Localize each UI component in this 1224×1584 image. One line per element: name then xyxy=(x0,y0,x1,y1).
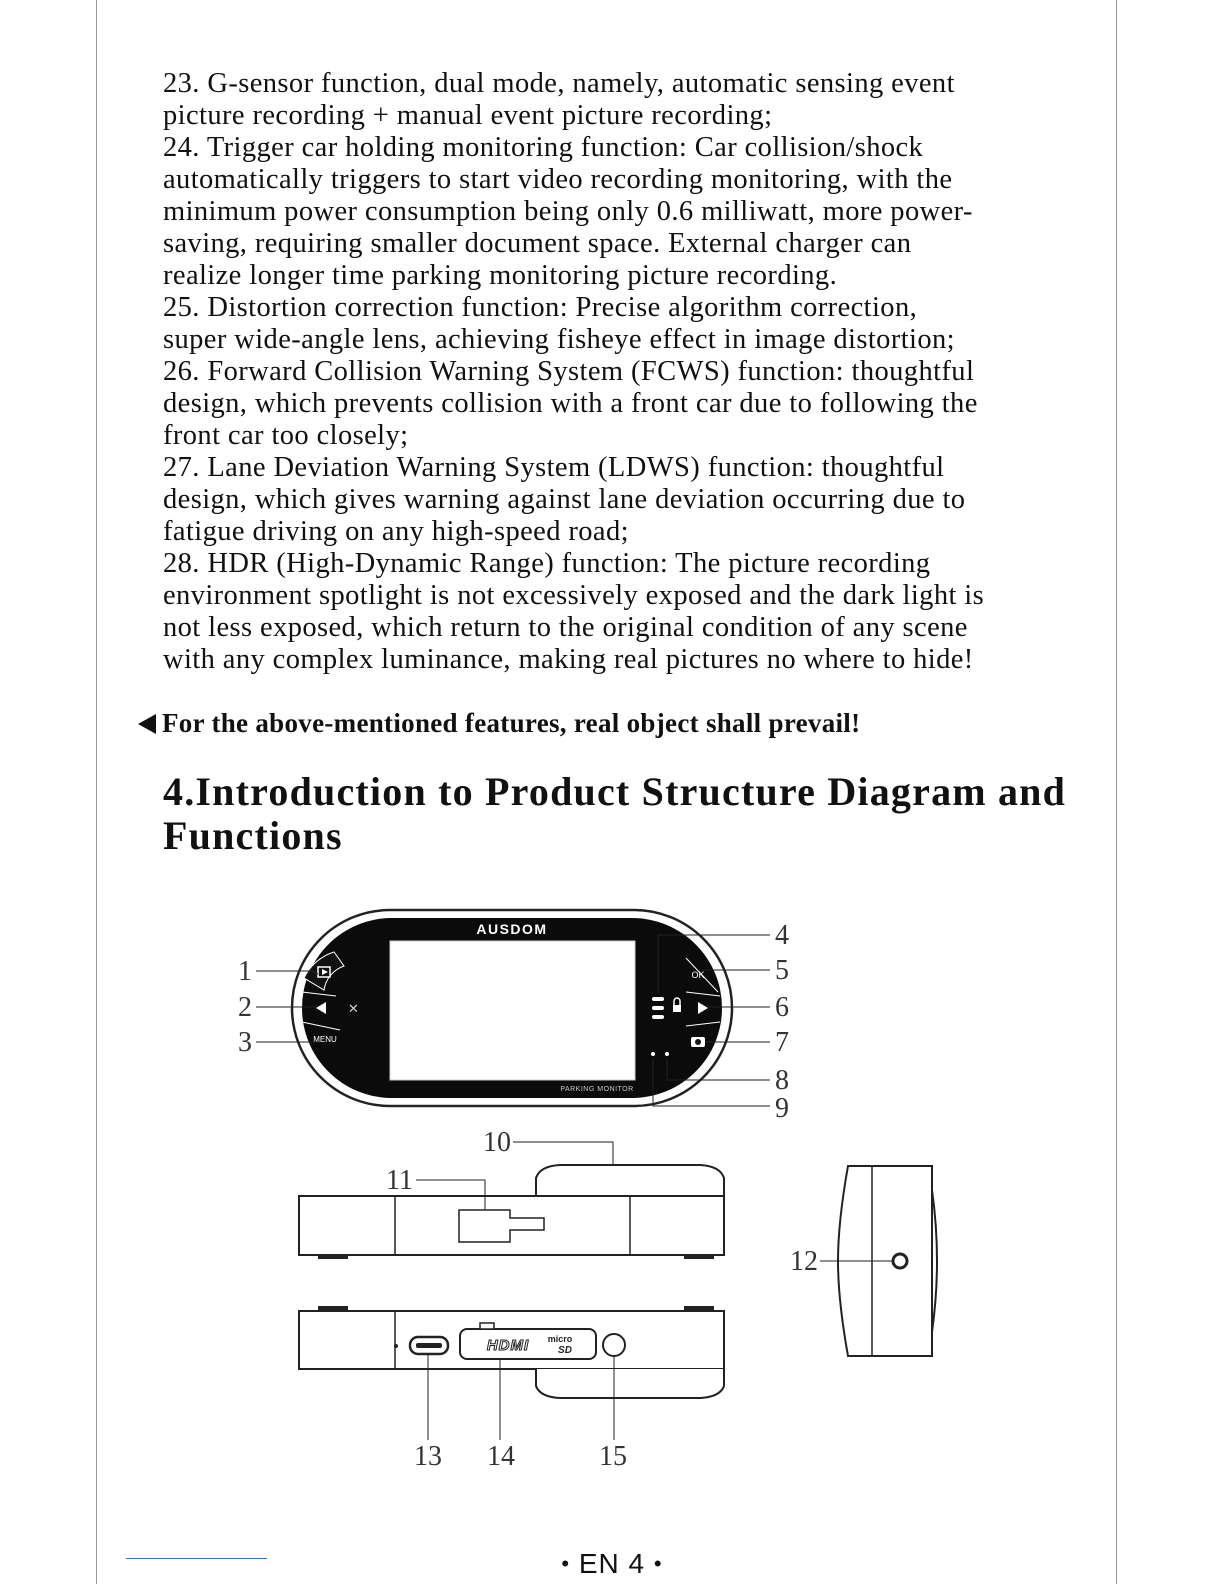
front-view xyxy=(238,910,789,1124)
hdmi-tab xyxy=(480,1323,494,1329)
callout-15: 15 xyxy=(599,1441,627,1472)
led-indicator-2 xyxy=(665,1052,669,1056)
top-foot-left xyxy=(318,1255,348,1259)
callout-2: 2 xyxy=(238,992,252,1023)
lcd-screen xyxy=(390,941,635,1080)
hdmi-label: HDMI xyxy=(486,1337,530,1354)
callout-line-10 xyxy=(513,1142,613,1165)
brand-logo: AUSDOM xyxy=(476,921,548,937)
feature-26-line-3: front car too closely; xyxy=(163,420,409,451)
ok-label: OK xyxy=(691,970,705,980)
power-button[interactable] xyxy=(603,1334,625,1356)
feature-24-line-5: realize longer time parking monitoring picture recording. xyxy=(163,260,838,291)
footer-dot-left: • xyxy=(561,1551,571,1576)
callout-5: 5 xyxy=(775,955,789,986)
usb-port-inner xyxy=(416,1343,442,1348)
feature-28-line-1: 28. HDR (High-Dynamic Range) function: The picture recording xyxy=(163,548,931,579)
section-title-line-2: Functions xyxy=(163,813,343,858)
feature-27-line-3: fatigue driving on any high-speed road; xyxy=(163,516,629,547)
micro-label: micro xyxy=(547,1334,573,1344)
feature-25-line-1: 25. Distortion correction function: Precise algorithm correction, xyxy=(163,292,918,323)
feature-28-line-2: environment spotlight is not excessively exposed and the dark light is xyxy=(163,580,985,611)
indicator-bar-1 xyxy=(652,997,664,1001)
indicator-bar-2 xyxy=(652,1006,664,1010)
footer-dot-right: • xyxy=(653,1551,663,1576)
bottom-view xyxy=(299,1306,724,1472)
feature-24-line-3: minimum power consumption being only 0.6 milliwatt, more power- xyxy=(163,196,973,227)
callout-8: 8 xyxy=(775,1065,789,1096)
sd-label: SD xyxy=(558,1345,572,1356)
feature-25-line-2: super wide-angle lens, achieving fisheye effect in image distortion; xyxy=(163,324,955,355)
top-foot-right xyxy=(684,1255,714,1259)
reset-hole xyxy=(893,1254,907,1268)
callout-13: 13 xyxy=(414,1441,442,1472)
notice-text: For the above-mentioned features, real object shall prevail! xyxy=(162,708,861,738)
camera-lens-icon xyxy=(695,1039,701,1045)
feature-24-line-4: saving, requiring smaller document space. External charger can xyxy=(163,228,912,259)
parking-monitor-label: PARKING MONITOR xyxy=(560,1086,634,1093)
feature-26-line-1: 26. Forward Collision Warning System (FCWS) function: thoughtful xyxy=(163,356,975,387)
callout-1: 1 xyxy=(238,956,252,987)
callout-12: 12 xyxy=(790,1246,818,1277)
callout-10: 10 xyxy=(483,1127,511,1158)
mic-mute-icon: ✕ xyxy=(348,1002,359,1017)
feature-26-line-2: design, which prevents collision with a front car due to following the xyxy=(163,388,978,419)
section-title-line-1: 4.Introduction to Product Structure Diagram and xyxy=(163,769,1067,814)
feature-27-line-1: 27. Lane Deviation Warning System (LDWS) function: thoughtful xyxy=(163,452,945,483)
feature-24-line-1: 24. Trigger car holding monitoring function: Car collision/shock xyxy=(163,132,924,163)
footer-rule xyxy=(126,1558,267,1559)
lens-mount-bottom xyxy=(536,1369,724,1398)
mic-hole xyxy=(394,1344,398,1348)
callout-7: 7 xyxy=(775,1027,789,1058)
page-number: EN 4 xyxy=(578,1548,646,1579)
callout-14: 14 xyxy=(487,1441,515,1472)
feature-28-line-3: not less exposed, which return to the original condition of any scene xyxy=(163,612,968,643)
callout-11: 11 xyxy=(386,1165,413,1196)
feature-23-line-2: picture recording + manual event picture recording; xyxy=(163,100,773,131)
lock-icon xyxy=(673,1005,681,1012)
indicator-bar-3 xyxy=(652,1015,664,1019)
callout-9: 9 xyxy=(775,1093,789,1124)
callout-3: 3 xyxy=(238,1027,252,1058)
feature-28-line-4: with any complex luminance, making real pictures no where to hide! xyxy=(163,644,974,675)
callout-4: 4 xyxy=(775,920,789,951)
led-indicator-1 xyxy=(651,1052,655,1056)
page-footer xyxy=(0,1548,1224,1580)
menu-label: MENU xyxy=(313,1035,337,1044)
callout-6: 6 xyxy=(775,992,789,1023)
top-view xyxy=(299,1127,724,1259)
feature-27-line-2: design, which gives warning against lane deviation occurring due to xyxy=(163,484,966,515)
feature-24-line-2: automatically triggers to start video recording monitoring, with the xyxy=(163,164,953,195)
lens-mount-top xyxy=(536,1165,724,1196)
feature-23-line-1: 23. G-sensor function, dual mode, namely, automatic sensing event xyxy=(163,68,955,99)
side-view xyxy=(790,1166,937,1356)
